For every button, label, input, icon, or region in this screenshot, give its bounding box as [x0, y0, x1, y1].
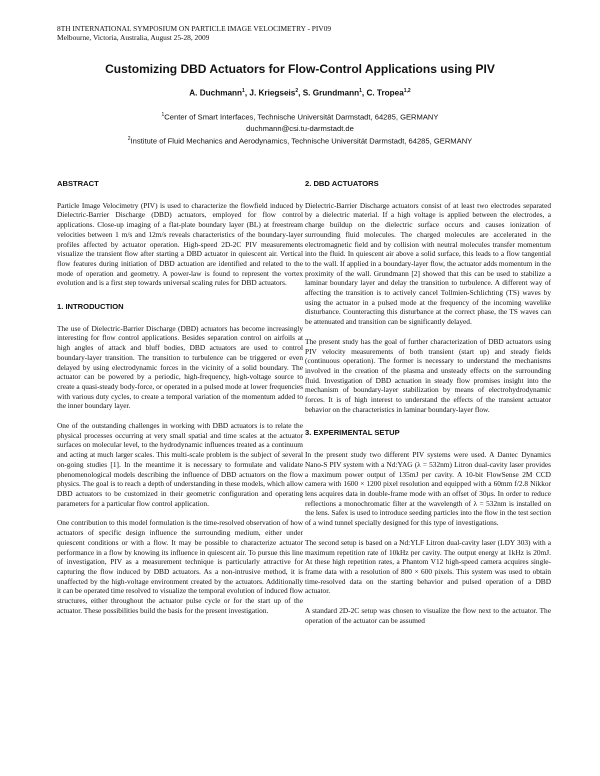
paragraph: The second setup is based on a Nd:YLF Litron dual-cavity laser (LDY 303) with a maximum repetition rate of 10kHz per cavity. The output energy at 1kHz is 20mJ. At these high repetition rates, a Phantom V12 high-speed camera acquires single-frame data with a resolution of 800 × 600 pixels. This system was used to obtain time-resolved data on the starting behavior and pulsed operation of a DBD actuator.: [305, 537, 551, 596]
paragraph: In the present study two different PIV systems were used. A Dantec Dynamics Nano-S PIV system with a Nd:YAG (λ = 532nm) Litron dual-cavity laser provides a maximum power output of 135mJ per cavity. A 10-bit FlowSense 2M CCD camera with 1600 × 1200 pixel resolution and equipped with a 60mm f/2.8 Nikkor lens acquires data in double-frame mode with an offset of 30µs. In order to reduce reflections a monochromatic filter at the wavelength of λ = 532nm is installed on the lens. Safex is used to introduce seeding particles into the flow in the test section of a wind tunnel specially designed for this type of investigations.: [305, 450, 551, 528]
author-sup: 1: [359, 88, 362, 94]
contact-email: duchmann@csi.tu-darmstadt.de: [246, 123, 354, 133]
affiliation-2: [0, 134, 600, 147]
paragraph: One contribution to this model formulation is the time-resolved observation of how actuators of specific design influence the surrounding medium, either under quiescent conditions or with a flow. It may be possible to characterize actuator performance in a flow by knowing its influence in quiescent air. To pursue this line of investigation, PIV as a measurement technique is particularly attractive for capturing the flow induced by DBD actuators. As a non-intrusive method, it is unaffected by the high-voltage environment created by the actuators. Additionally it can be operated time resolved to visualize the temporal evolution of induced flow structures, either throughout the actuator pulse cycle or for the start up of the actuator. These possibilities build the basis for the present investigation.: [57, 518, 303, 615]
experimental-setup-heading: 3. EXPERIMENTAL SETUP: [305, 428, 400, 438]
paragraph: Dielectric-Barrier Discharge actuators consist of at least two electrodes separated by a dielectric material. If a high voltage is applied between the electrodes, a charge buildup on the dielectric surface occurs and causes ionization of surrounding fluid molecules. The charged molecules are accelerated in the electromagnetic field and by collision with neutral molecules transfer momentum into the fluid. In quiescent air above a solid surface, this leads to a flow tangential to the wall. If applied in a boundary-layer flow, the actuator adds momentum in the proximity of the wall. Grundmann [2] showed that this can be used to stabilize a laminar boundary layer and delay the transition to turbulence. A different way of affecting the transition is to actively cancel Tollmien-Schlichting (TS) waves by using the actuator in a pulsed mode at the frequency of the incoming wavelike disturbance. Counteracting this disturbance at the correct phase, the TS waves can be attenuated and transition can be significantly delayed.: [305, 200, 551, 327]
left-column: [57, 179, 303, 625]
author-sup: 1,2: [403, 88, 411, 94]
affiliation-1: [0, 110, 600, 123]
abstract-text: Particle Image Velocimetry (PIV) is used to characterize the flowfield induced by Dielectric-Barrier Discharge (DBD) actuators, employed for flow control applications. Close-up imaging of a flat-plate boundary layer (BL) at freestream velocities between 1 m/s and 12m/s reveals characteristics of the boundary-layer profiles affected by actuator operation. High-speed 2D-2C PIV measurements visualize the transient flow after starting a DBD actuator in quiescent air. Vertical flow features during initiation of DBD actuation are identified and related to the mode of operation and geometry. A power-law is found to represent the vortex evolution and is a first step towards universal scaling rules for DBD actuators.: [57, 200, 303, 288]
author-name: C. Tropea: [366, 88, 404, 98]
paper-title: Customizing DBD Actuators for Flow-Control Applications using PIV: [105, 62, 495, 76]
affiliation-sup: 2: [127, 135, 131, 142]
author-sup: 1: [242, 88, 245, 94]
dbd-actuators-heading: 2. DBD ACTUATORS: [305, 179, 379, 188]
introduction-heading: 1. INTRODUCTION: [57, 302, 124, 312]
author-name: A. Duchmann: [189, 88, 243, 98]
author-name: S. Grundmann: [302, 88, 360, 98]
author-sup: 2: [295, 88, 299, 94]
paragraph: A standard 2D-2C setup was chosen to visualize the flow next to the actuator. The operation of the actuator can be assumed: [305, 606, 551, 625]
author-name: J. Kriegseis: [249, 88, 296, 98]
author-list: A. Duchmann$^1$, J. Kriegseis$^2$, S. Grundmann$^1$, C. Tropea$^{1,2}$: [189, 88, 411, 98]
paragraph: The use of Dielectric-Barrier Discharge (DBD) actuators has become increasingly interesting for flow control applications. Besides separation control on airfoils at high angles of attack and bluff bodies, DBD actuators are used to control boundary-layer transition. The transition to turbulence can be triggered or even delayed by using electrodynamic forces in the vicinity of a solid boundary. The actuator can be powered by a periodic, high-frequency, high-voltage source to create a quasi-steady body-force, or operated in a pulsed mode at lower frequencies with various duty cycles, to create a temporal variation of the momentum added to the inner boundary layer.: [57, 323, 303, 411]
header-line-2: Melbourne, Victoria, Australia, August 25-28, 2009: [57, 33, 210, 42]
right-column: [305, 179, 551, 635]
header-line-1: 8TH INTERNATIONAL SYMPOSIUM ON PARTICLE IMAGE VELOCIMETRY - PIV09: [57, 24, 332, 33]
abstract-heading: ABSTRACT: [57, 179, 99, 188]
affiliation-sup: 1: [161, 112, 165, 118]
conference-header: [57, 24, 331, 42]
affiliation-text: Center of Smart Interfaces, Technische Universität Darmstadt, 64285, GERMANY: [164, 112, 439, 122]
affiliation-block: [0, 110, 600, 146]
paragraph: One of the outstanding challenges in working with DBD actuators is to relate the physical processes occurring at very small spatial and time scales at the actuator surfaces on molecular level, to the hydrodynamic influences treated as a continuum and acting at much larger scales. This multi-scale problem is the subject of several on-going studies [1]. In the meantime it is necessary to formulate and validate phenomenological models describing the influence of DBD actuators on the flow physics. The goal is to reach a depth of understanding in these models, which allow DBD actuators to be customized in their geometric configuration and operating parameters for a particular flow control application.: [57, 421, 303, 508]
paragraph: The present study has the goal of further characterization of DBD actuators using PIV velocity measurements of both transient (start up) and steady fields (continuous operation). The former is necessary to understand the mechanisms involved in the creation of the plasma and unsteady effects on the surrounding fluid. Investigation of DBD actuation in steady flow promises insight into the mechanism of boundary-layer stabilization by means of electrohydrodynamic forces. It is of high interest to understand the effects of the transient actuator behavior on the characteristics in laminar boundary-layer flow.: [305, 336, 551, 414]
affiliation-text: Institute of Fluid Mechanics and Aerodynamics, Technische Universität Darmstadt, 64285, GERMANY: [130, 136, 473, 146]
